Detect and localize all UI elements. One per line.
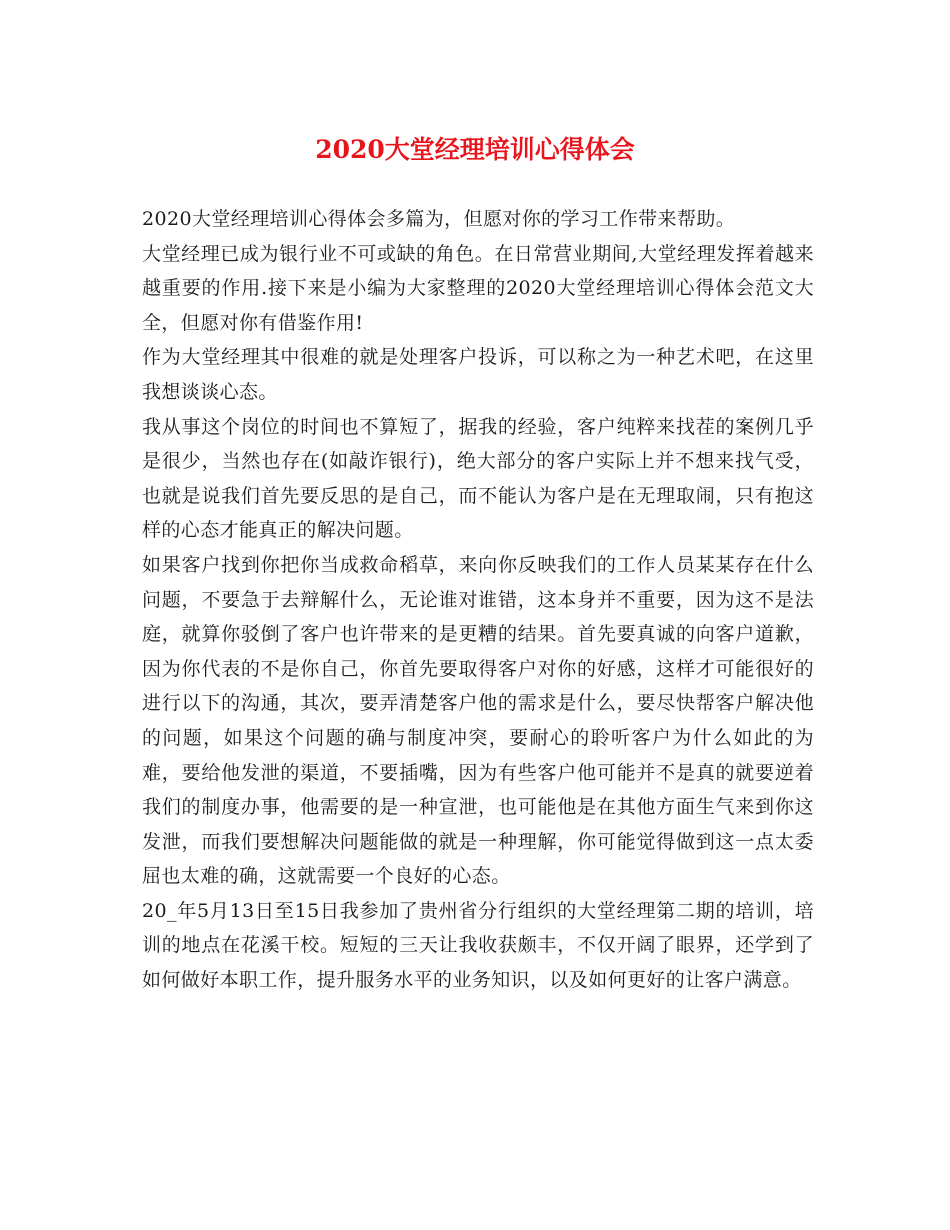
paragraph-experience: 我从事这个岗位的时间也不算短了，据我的经验，客户纯粹来找茬的案例几乎是很少，当然也存在(如敲诈银行)，绝大部分的客户实际上并不想来找气受，也就是说我们首先要反思的是自己，而不能认为客户是在无理取闹，只有抱这样的心态才能真正的解决问题。 (142, 415, 814, 542)
paragraph-role: 大堂经理已成为银行业不可或缺的角色。在日常营业期间,大堂经理发挥着越来越重要的作用.接下来是小编为大家整理的2020大堂经理培训心得体会范文大全，但愿对你有借鉴作用! (142, 242, 814, 334)
document-body (142, 202, 814, 998)
paragraph-complaints: 作为大堂经理其中很难的就是处理客户投诉，可以称之为一种艺术吧，在这里我想谈谈心态。 (142, 346, 814, 403)
paragraph-training: 20_年5月13日至15日我参加了贵州省分行组织的大堂经理第二期的培训，培训的地点在花溪干校。短短的三天让我收获颇丰，不仅开阔了眼界，还学到了如何做好本职工作，提升服务水平的业务知识，以及如何更好的让客户满意。 (142, 899, 814, 992)
paragraph-intro: 2020大堂经理培训心得体会多篇为，但愿对你的学习工作带来帮助。 (142, 208, 736, 230)
paragraph-handling: 如果客户找到你把你当成救命稻草，来向你反映我们的工作人员某某存在什么问题，不要急于去辩解什么，无论谁对谁错，这本身并不重要，因为这不是法庭，就算你驳倒了客户也许带来的是更糟的结果。首先要真诚的向客户道歉，因为你代表的不是你自己，你首先要取得客户对你的好感，这样才可能很好的进行以下的沟通，其次，要弄清楚客户他的需求是什么，要尽快帮客户解决他的问题，如果这个问题的确与制度冲突，要耐心的聆听客户为什么如此的为难，要给他发泄的渠道，不要插嘴，因为有些客户他可能并不是真的就要逆着我们的制度办事，他需要的是一种宣泄，也可能他是在其他方面生气来到你这发泄，而我们要想解决问题能做的就是一种理解，你可能觉得做到这一点太委屈也太难的确，这就需要一个良好的心态。 (142, 553, 814, 888)
document-title: 2020大堂经理培训心得体会 (315, 135, 635, 164)
